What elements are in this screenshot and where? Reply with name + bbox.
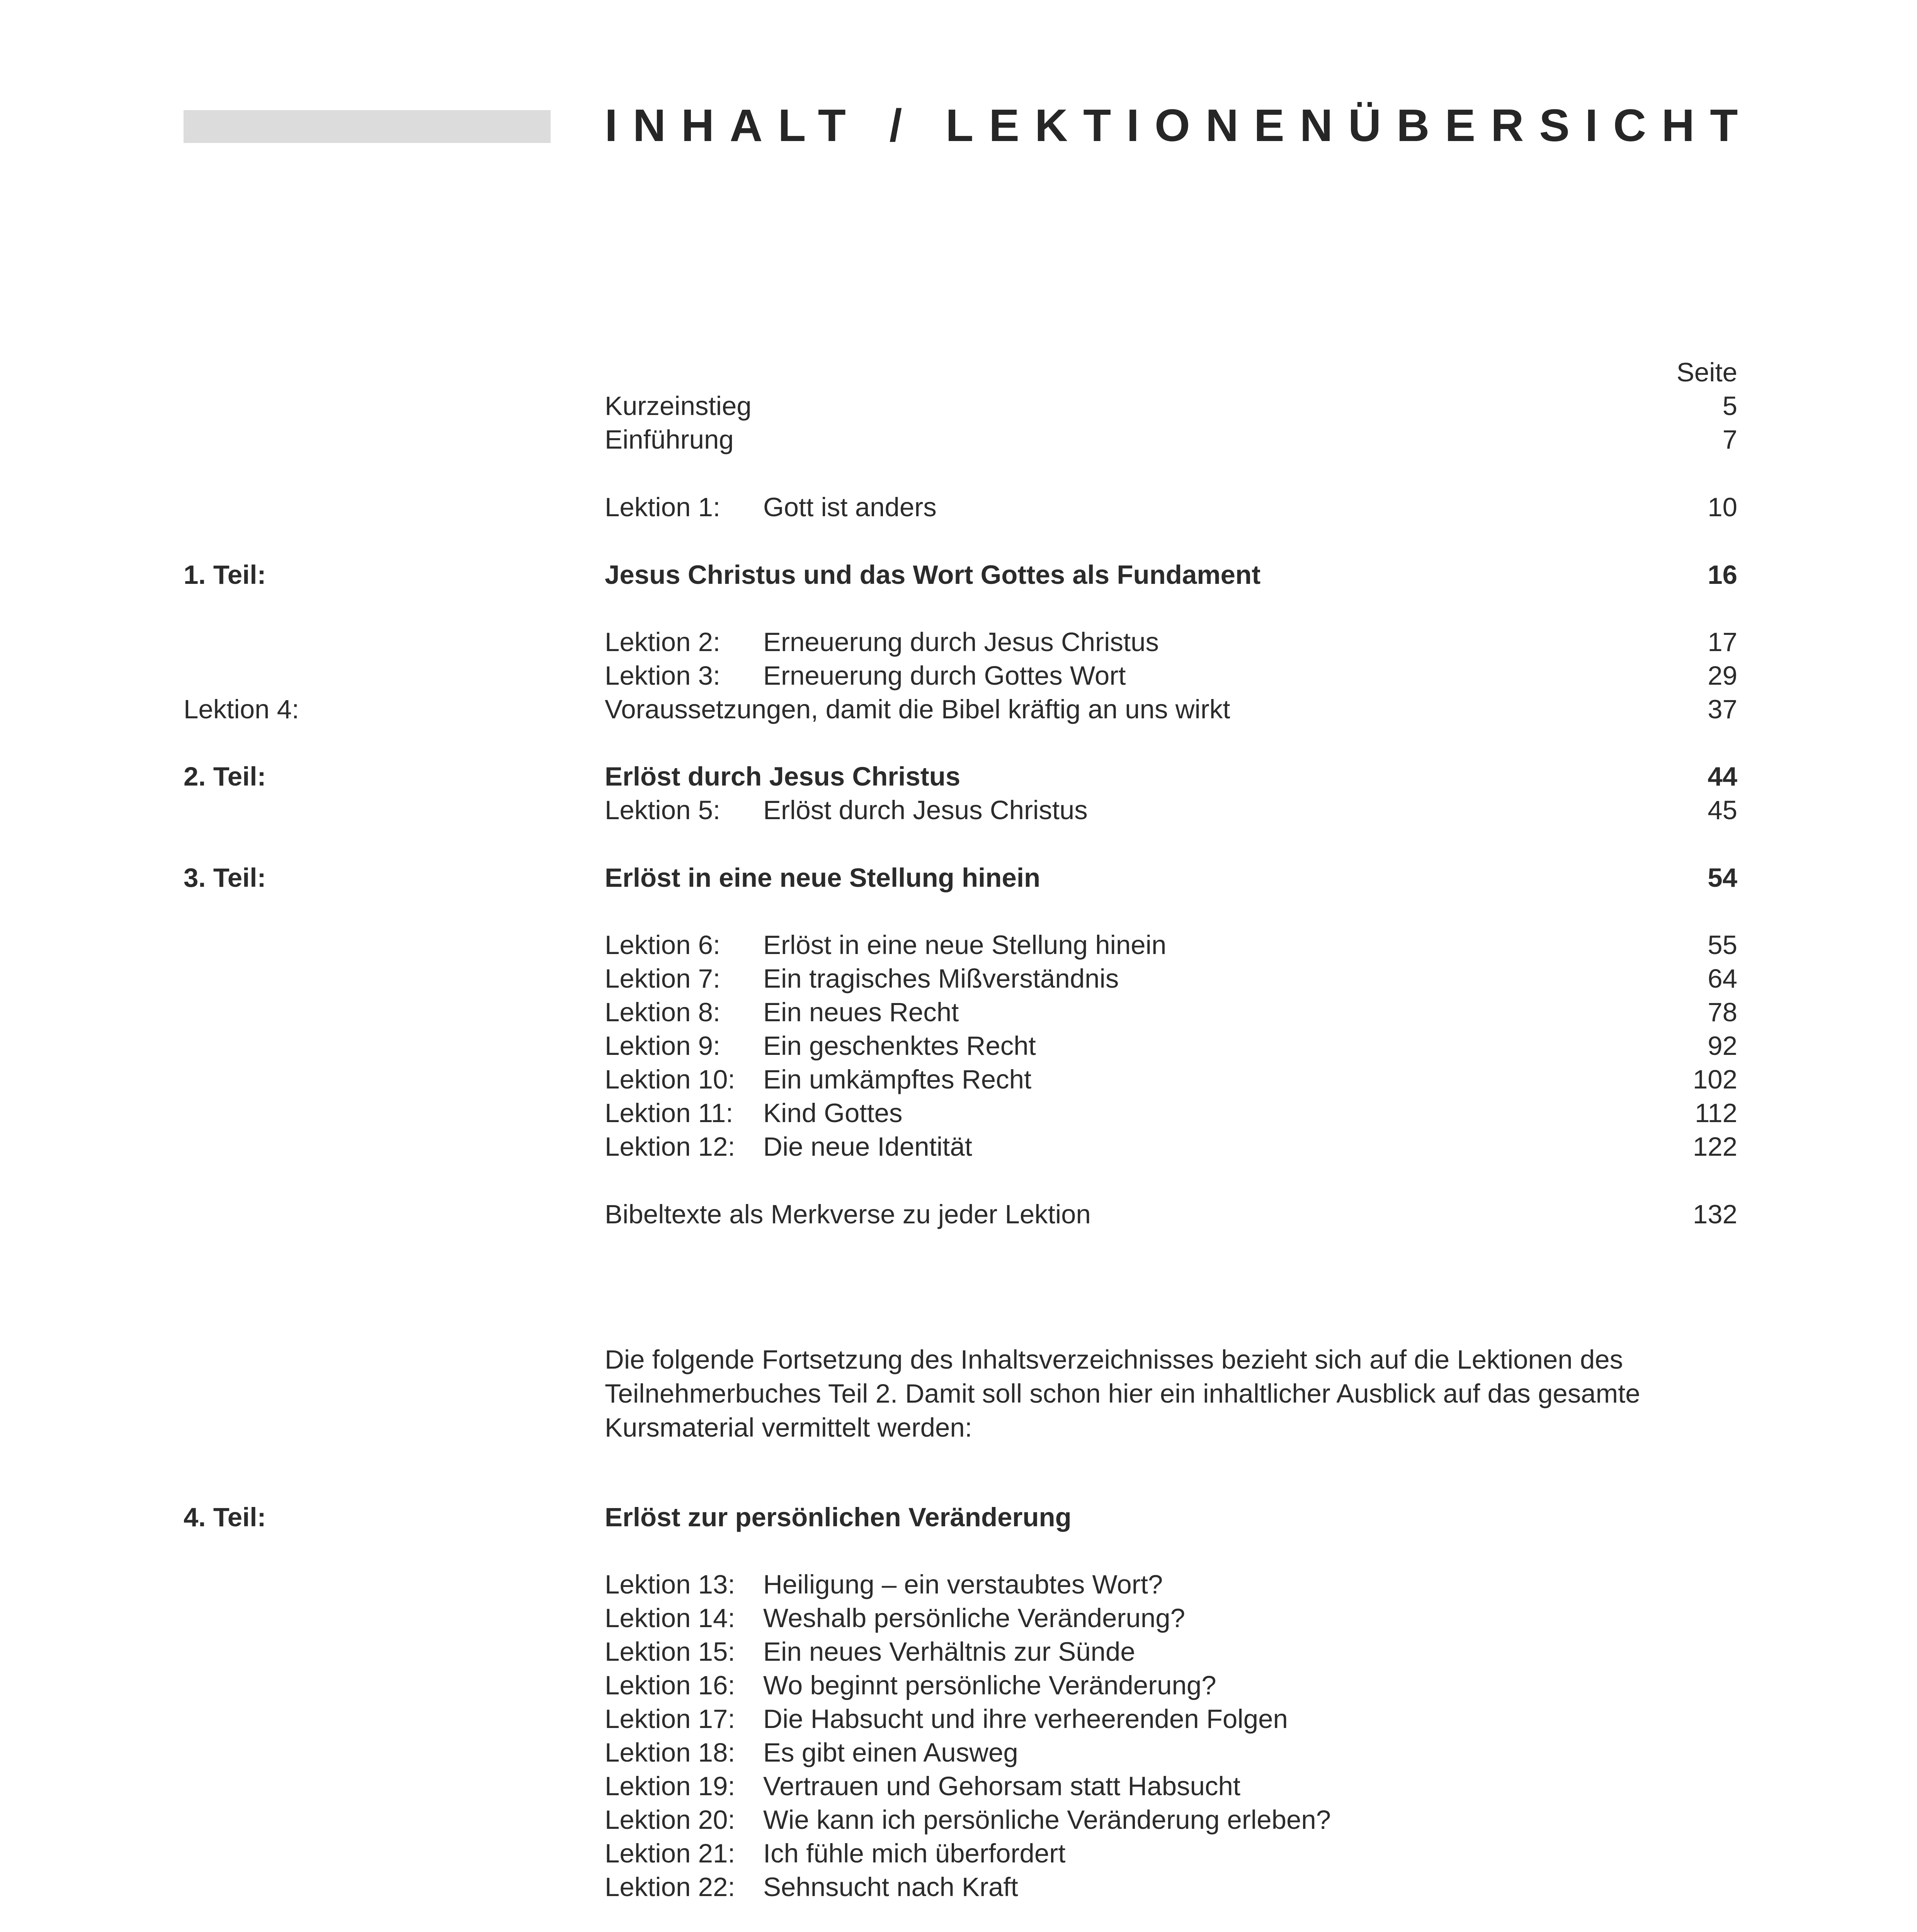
toc-entry-lektion-8	[0, 995, 1917, 1029]
lektion-title: Erlöst in eine neue Stellung hinein	[763, 930, 1167, 960]
toc-entry-lektion-9	[0, 1029, 1917, 1063]
toc-entry-lektion-6	[0, 928, 1917, 962]
lektion-number: Lektion 22:	[605, 1872, 735, 1902]
lektion-title: Ein neues Verhältnis zur Sünde	[763, 1637, 1135, 1667]
toc-entry-lektion-13	[0, 1568, 1917, 1602]
lektion-title: Erlöst durch Jesus Christus	[763, 795, 1088, 825]
lektion-number: Lektion 12:	[605, 1132, 735, 1162]
lektion-title: Ein geschenktes Recht	[763, 1031, 1036, 1061]
toc-entry-lektion-12	[0, 1130, 1917, 1164]
lektion-title: Kind Gottes	[763, 1098, 903, 1128]
lektion-title: Erneuerung durch Gottes Wort	[763, 661, 1126, 690]
entry-label: Kurzeinstieg	[605, 391, 752, 421]
toc-entry-lektion-10	[0, 1063, 1917, 1097]
lektion-title: Es gibt einen Ausweg	[763, 1738, 1018, 1767]
entry-page: 54	[1708, 863, 1737, 893]
entry-page: 37	[1708, 694, 1737, 724]
toc-entry-lektion-1	[0, 490, 1917, 524]
lektion-number: Lektion 11:	[605, 1098, 733, 1128]
lektion-title: Ein neues Recht	[763, 997, 959, 1027]
toc-section-teil-3	[0, 861, 1917, 895]
entry-label: Bibeltexte als Merkverse zu jeder Lektion	[605, 1199, 1091, 1229]
lektion-title: Ein umkämpftes Recht	[763, 1065, 1032, 1094]
lektion-title: Erneuerung durch Jesus Christus	[763, 627, 1159, 657]
entry-page: 92	[1708, 1031, 1737, 1061]
toc-entry-bibeltexte	[0, 1197, 1917, 1231]
lektion-number: Lektion 10:	[605, 1065, 735, 1094]
toc-entry-lektion-17	[0, 1702, 1917, 1736]
lektion-number: Lektion 13:	[605, 1570, 735, 1599]
toc-entry-lektion-19	[0, 1769, 1917, 1803]
lektion-title: Wo beginnt persönliche Veränderung?	[763, 1670, 1216, 1700]
toc-entry-lektion-2	[0, 625, 1917, 659]
seite-label: Seite	[1676, 357, 1737, 387]
entry-page: 5	[1722, 391, 1737, 421]
toc-entry-lektion-15	[0, 1635, 1917, 1669]
lektion-title: Ein tragisches Mißverständnis	[763, 964, 1119, 993]
teil-label: 3. Teil:	[184, 863, 266, 893]
header-decorative-bar	[184, 110, 551, 143]
toc-entry-lektion-7	[0, 962, 1917, 996]
entry-page: 45	[1708, 795, 1737, 825]
lektion-number: Lektion 17:	[605, 1704, 735, 1734]
toc-section-teil-4	[0, 1500, 1917, 1534]
lektion-title: Ich fühle mich überfordert	[763, 1838, 1066, 1868]
entry-page: 78	[1708, 997, 1737, 1027]
entry-page: 7	[1722, 425, 1737, 454]
lektion-title: Gott ist anders	[763, 492, 937, 522]
toc-entry-lektion-16	[0, 1668, 1917, 1702]
toc-entry-lektion-14	[0, 1601, 1917, 1635]
entry-page: 29	[1708, 661, 1737, 690]
entry-page: 16	[1708, 560, 1737, 590]
toc-entry-lektion-11	[0, 1096, 1917, 1130]
toc-entry-kurzeinstieg	[0, 389, 1917, 423]
lektion-number: Lektion 19:	[605, 1771, 735, 1801]
lektion-number: Lektion 8:	[605, 997, 721, 1027]
lektion-title: Sehnsucht nach Kraft	[763, 1872, 1018, 1902]
lektion-title: Die Habsucht und ihre verheerenden Folgen	[763, 1704, 1288, 1734]
lektion-number: Lektion 4:	[184, 694, 299, 724]
teil-title: Jesus Christus und das Wort Gottes als Fundament	[605, 560, 1261, 590]
lektion-title: Vertrauen und Gehorsam statt Habsucht	[763, 1771, 1241, 1801]
toc-entry-lektion-20	[0, 1803, 1917, 1837]
lektion-number: Lektion 15:	[605, 1637, 735, 1667]
lektion-number: Lektion 21:	[605, 1838, 735, 1868]
page-title: INHALT / LEKTIONENÜBERSICHT	[605, 100, 1754, 151]
teil-title: Erlöst zur persönlichen Veränderung	[605, 1502, 1072, 1532]
toc-section-teil-1	[0, 558, 1917, 592]
entry-page: 10	[1708, 492, 1737, 522]
toc-entry-lektion-21	[0, 1837, 1917, 1871]
lektion-number: Lektion 1:	[605, 492, 721, 522]
entry-label: Einführung	[605, 425, 734, 454]
lektion-number: Lektion 5:	[605, 795, 721, 825]
lektion-title: Weshalb persönliche Veränderung?	[763, 1603, 1185, 1633]
entry-page: 44	[1708, 762, 1737, 791]
lektion-number: Lektion 9:	[605, 1031, 721, 1061]
entry-page: 64	[1708, 964, 1737, 993]
teil-label: 1. Teil:	[184, 560, 266, 590]
toc-entry-lektion-3	[0, 659, 1917, 693]
intro-paragraph: Die folgende Fortsetzung des Inhaltsverzeichnisses bezieht sich auf die Lektionen des Teilnehmerbuches Teil 2. Damit soll schon hier ein inhaltlicher Ausblick auf das gesamte Kursmaterial vermittelt werden:	[605, 1345, 1640, 1442]
lektion-number: Lektion 6:	[605, 930, 721, 960]
toc-entry-lektion-22	[0, 1870, 1917, 1904]
lektion-title: Heiligung – ein verstaubtes Wort?	[763, 1570, 1163, 1599]
toc-entry-lektion-4	[0, 692, 1917, 726]
toc-entry-einfuehrung	[0, 423, 1917, 457]
entry-page: 102	[1692, 1065, 1737, 1094]
teil-title: Erlöst durch Jesus Christus	[605, 762, 961, 791]
teil-label: 4. Teil:	[184, 1502, 266, 1532]
toc-entry-lektion-18	[0, 1736, 1917, 1770]
toc-section-teil-2	[0, 760, 1917, 794]
entry-page: 122	[1692, 1132, 1737, 1162]
lektion-number: Lektion 18:	[605, 1738, 735, 1767]
teil-title: Erlöst in eine neue Stellung hinein	[605, 863, 1041, 893]
lektion-number: Lektion 2:	[605, 627, 721, 657]
lektion-title: Voraussetzungen, damit die Bibel kräftig an uns wirkt	[605, 694, 1230, 724]
toc-entry-lektion-5	[0, 793, 1917, 827]
entry-page: 55	[1708, 930, 1737, 960]
lektion-number: Lektion 14:	[605, 1603, 735, 1633]
lektion-number: Lektion 16:	[605, 1670, 735, 1700]
lektion-number: Lektion 3:	[605, 661, 721, 690]
entry-page: 132	[1692, 1199, 1737, 1229]
lektion-number: Lektion 20:	[605, 1805, 735, 1835]
entry-page: 112	[1694, 1098, 1737, 1128]
lektion-title: Wie kann ich persönliche Veränderung erleben?	[763, 1805, 1331, 1835]
toc-seite-header	[0, 355, 1917, 389]
lektion-title: Die neue Identität	[763, 1132, 972, 1162]
entry-page: 17	[1708, 627, 1737, 657]
lektion-number: Lektion 7:	[605, 964, 721, 993]
teil-label: 2. Teil:	[184, 762, 266, 791]
